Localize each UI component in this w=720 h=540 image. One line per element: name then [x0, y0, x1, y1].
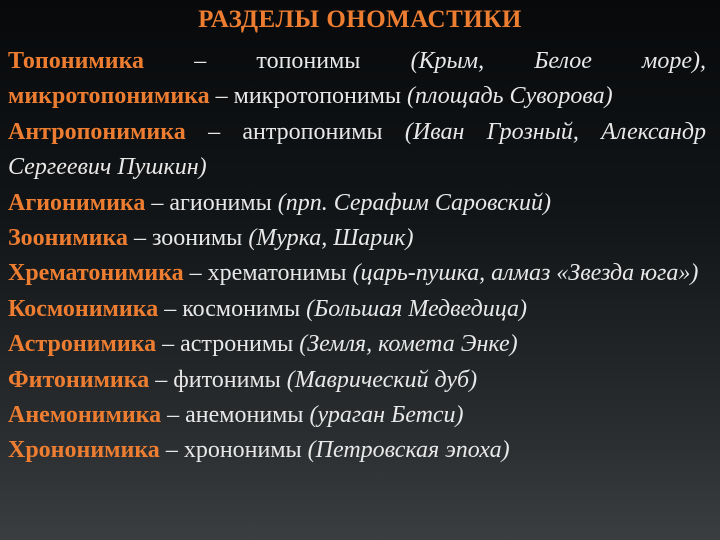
entry-dash: – [208, 118, 221, 145]
entry-examples: (ураган Бетси) [309, 402, 464, 429]
entry-examples: (Земля, комета Энке) [299, 331, 518, 358]
entry-term: Космонимика [8, 295, 159, 322]
entry-dash: – [162, 331, 175, 358]
entry-term: Антропонимика [8, 118, 186, 145]
entry-names: космонимы [182, 295, 301, 322]
entry-examples: (Петровская эпоха) [307, 437, 510, 464]
entry-dash: – [151, 189, 164, 216]
entry-toponymics [8, 44, 706, 79]
entry-term: Хрематонимика [8, 260, 184, 287]
entry-names: зоонимы [151, 225, 243, 252]
entry-dash: – [155, 366, 168, 393]
entry-examples: (Маврический дуб) [286, 366, 478, 393]
onomastics-list [8, 44, 706, 469]
entry-phytonymics [8, 363, 706, 398]
entry-examples: (Большая Медведица) [306, 295, 528, 322]
entry-names: хрононимы [183, 437, 302, 464]
slide-title: РАЗДЕЛЫ ОНОМАСТИКИ [198, 6, 522, 33]
entry-names: микротопонимы [233, 83, 402, 110]
entry-chrematonymics [8, 256, 706, 291]
entry-term: Зоонимика [8, 225, 128, 252]
entry-examples: (площадь Суворова) [407, 83, 613, 110]
entry-examples: (Иван Грозный, Александр Сергеевич Пушкин) [8, 118, 706, 181]
entry-names: агионимы [169, 189, 272, 216]
entry-dash: – [194, 48, 207, 74]
entry-anthroponymics [8, 115, 706, 186]
entry-hagionymics [8, 186, 706, 221]
entry-dash: – [167, 402, 180, 429]
entry-cosmonymics [8, 292, 706, 327]
entry-names: топонимы [256, 48, 361, 74]
entry-anemonymics [8, 398, 706, 433]
entry-examples: (прп. Серафим Саровский) [277, 189, 552, 216]
entry-names: хрематонимы [207, 260, 347, 287]
entry-examples: (царь-пушка, алмаз «Звезда юга») [352, 260, 699, 287]
entry-names: антропонимы [242, 118, 383, 145]
entry-dash: – [133, 225, 146, 252]
entry-dash: – [189, 260, 202, 287]
entry-term: Анемонимика [8, 402, 162, 429]
entry-term: Хрононимика [8, 437, 160, 464]
entry-dash: – [215, 83, 228, 110]
entry-names: фитонимы [173, 366, 281, 393]
entry-names: анемонимы [185, 402, 304, 429]
entry-term: Агионимика [8, 189, 146, 216]
entry-zoonymics [8, 221, 706, 256]
entry-names: астронимы [180, 331, 294, 358]
entry-term: Фитонимика [8, 366, 150, 393]
entry-astronymics [8, 327, 706, 362]
entry-microtoponymics [8, 79, 706, 114]
entry-examples: (Крым, Белое море), [410, 48, 707, 74]
entry-term: Астронимика [8, 331, 157, 358]
entry-term: Топонимика [8, 48, 145, 74]
entry-term: микротопонимика [8, 83, 210, 110]
entry-examples: (Мурка, Шарик) [248, 225, 414, 252]
entry-dash: – [164, 295, 177, 322]
entry-dash: – [165, 437, 178, 464]
entry-chrononymics [8, 433, 706, 468]
